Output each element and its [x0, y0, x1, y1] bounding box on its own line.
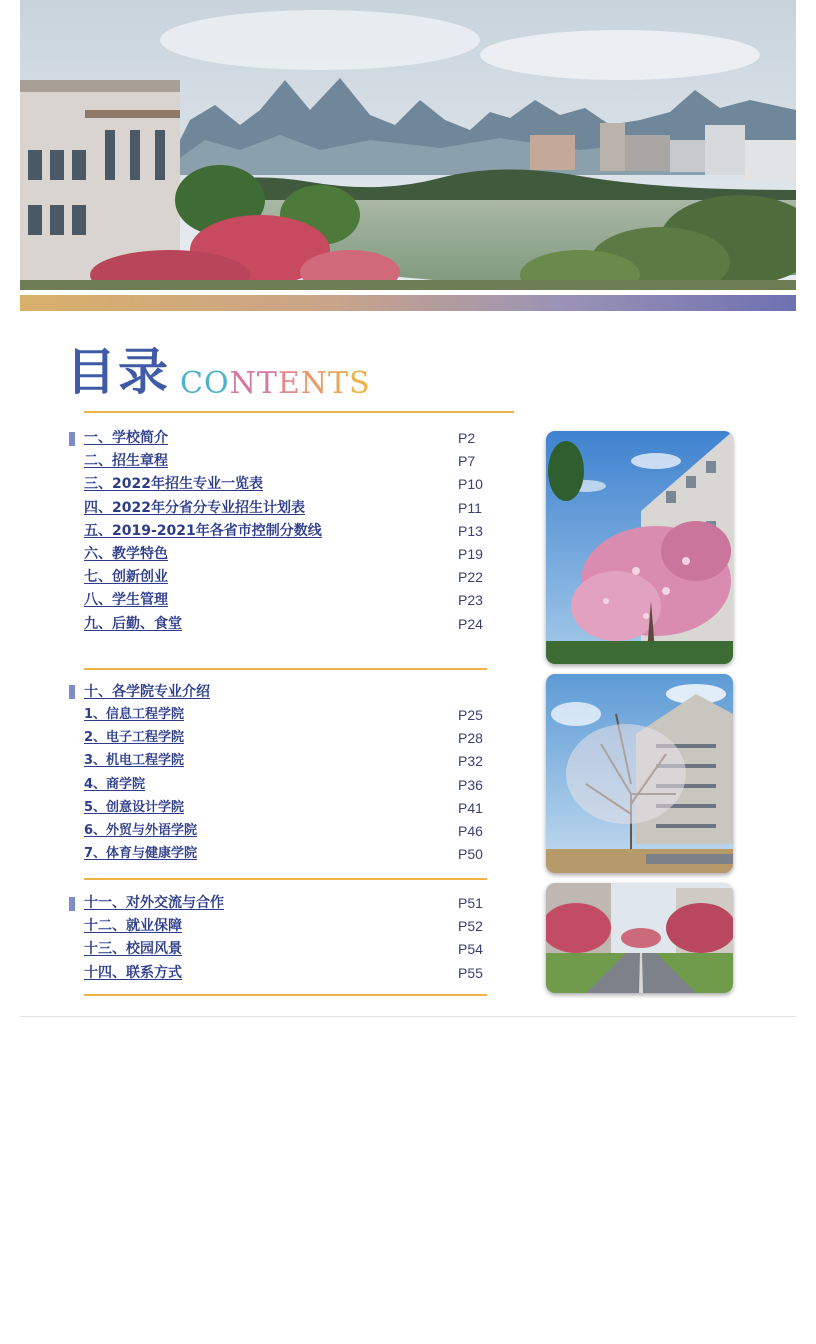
toc-item[interactable]: [84, 705, 486, 727]
toc-item[interactable]: [84, 474, 486, 496]
toc-page-number: P52: [458, 918, 483, 935]
toc-item[interactable]: [84, 893, 486, 915]
section-marker: [69, 432, 75, 446]
toc-label[interactable]: 二、招生章程: [84, 453, 168, 470]
toc-item[interactable]: [84, 821, 486, 843]
decorative-gradient-bar: [20, 295, 796, 311]
toc-item[interactable]: [84, 775, 486, 797]
toc-page-number: P13: [458, 522, 483, 539]
toc-item[interactable]: [84, 844, 486, 866]
toc-item[interactable]: [84, 590, 486, 612]
toc-page-number: P23: [458, 592, 483, 609]
toc-label[interactable]: 5、创意设计学院: [84, 799, 185, 815]
toc-item[interactable]: [84, 567, 486, 589]
section-divider: [84, 878, 487, 880]
campus-walkway-photo: [546, 883, 733, 993]
toc-page-number: P7: [458, 453, 476, 470]
toc-item[interactable]: [84, 939, 486, 961]
toc-label[interactable]: 四、2022年分省分专业招生计划表: [84, 499, 305, 516]
title-letter: N: [229, 366, 257, 401]
toc-item[interactable]: [84, 963, 486, 985]
section-divider: [84, 994, 487, 996]
toc-label[interactable]: 十四、联系方式: [84, 964, 182, 981]
toc-page-number: P55: [458, 964, 483, 981]
toc-item[interactable]: [84, 521, 486, 543]
toc-label[interactable]: 7、体育与健康学院: [84, 846, 198, 862]
toc-item[interactable]: [84, 751, 486, 773]
toc-item[interactable]: [84, 614, 486, 636]
toc-item[interactable]: [84, 498, 486, 520]
toc-item[interactable]: [84, 798, 486, 820]
toc-label[interactable]: 十三、校园风景: [84, 941, 182, 958]
toc-page-number: P28: [458, 730, 483, 747]
toc-label[interactable]: 6、外贸与外语学院: [84, 823, 198, 838]
toc-label[interactable]: 六、教学特色: [84, 546, 168, 562]
toc-label[interactable]: 1、信息工程学院: [84, 707, 185, 722]
toc-item[interactable]: [84, 544, 486, 566]
campus-banner-photo: [20, 0, 796, 290]
toc-label[interactable]: 三、2022年招生专业一览表: [84, 476, 263, 493]
toc-page-number: P51: [458, 895, 483, 911]
toc-page-number: P25: [458, 707, 483, 723]
toc-label[interactable]: 七、创新创业: [84, 569, 168, 586]
toc-label[interactable]: 十、各学院专业介绍: [84, 684, 210, 700]
section-marker: [69, 685, 75, 699]
toc-label[interactable]: 十一、对外交流与合作: [84, 895, 224, 911]
page-bottom-divider: [20, 1016, 796, 1017]
toc-label[interactable]: 九、后勤、食堂: [84, 615, 182, 632]
title-letter: T: [256, 366, 278, 401]
title-letter: S: [349, 366, 371, 401]
page-title: 目录: [66, 343, 170, 401]
toc-page-number: P22: [458, 569, 483, 586]
toc-page-number: P10: [458, 476, 483, 493]
bare-tree-campus-photo: [546, 674, 733, 873]
title-letter: N: [300, 366, 328, 401]
section-marker: [69, 897, 75, 911]
toc-label[interactable]: 2、电子工程学院: [84, 730, 185, 746]
toc-page-number: P41: [458, 799, 483, 816]
toc-page-number: P36: [458, 776, 483, 793]
toc-item[interactable]: [84, 916, 486, 938]
title-underline: [84, 411, 514, 413]
toc-item[interactable]: [84, 728, 486, 750]
toc-page-number: P24: [458, 615, 483, 632]
toc-label[interactable]: 3、机电工程学院: [84, 753, 185, 769]
toc-page-number: P2: [458, 430, 476, 446]
toc-label[interactable]: 五、2019-2021年各省市控制分数线: [84, 522, 322, 539]
toc-label[interactable]: 八、学生管理: [84, 592, 168, 609]
toc-page-number: P11: [458, 499, 482, 516]
toc-page-number: P50: [458, 846, 483, 863]
toc-item-colleges-heading[interactable]: [84, 682, 486, 704]
toc-page-number: P54: [458, 941, 483, 958]
title-letter: T: [328, 366, 350, 401]
title-letter: C: [180, 366, 204, 401]
toc-label[interactable]: 4、商学院: [84, 776, 146, 792]
page-title-english: [180, 366, 371, 402]
section-divider: [84, 668, 487, 670]
title-letter: E: [277, 366, 301, 401]
toc-page-number: P32: [458, 753, 483, 770]
toc-page-number: P19: [458, 546, 483, 562]
toc-label[interactable]: 一、学校简介: [84, 430, 168, 446]
toc-label[interactable]: 十二、就业保障: [84, 918, 182, 935]
toc-page-number: P46: [458, 823, 483, 839]
toc-item[interactable]: [84, 428, 486, 450]
title-letter: O: [203, 366, 230, 401]
toc-item[interactable]: [84, 451, 486, 473]
magnolia-campus-photo: [546, 431, 733, 664]
